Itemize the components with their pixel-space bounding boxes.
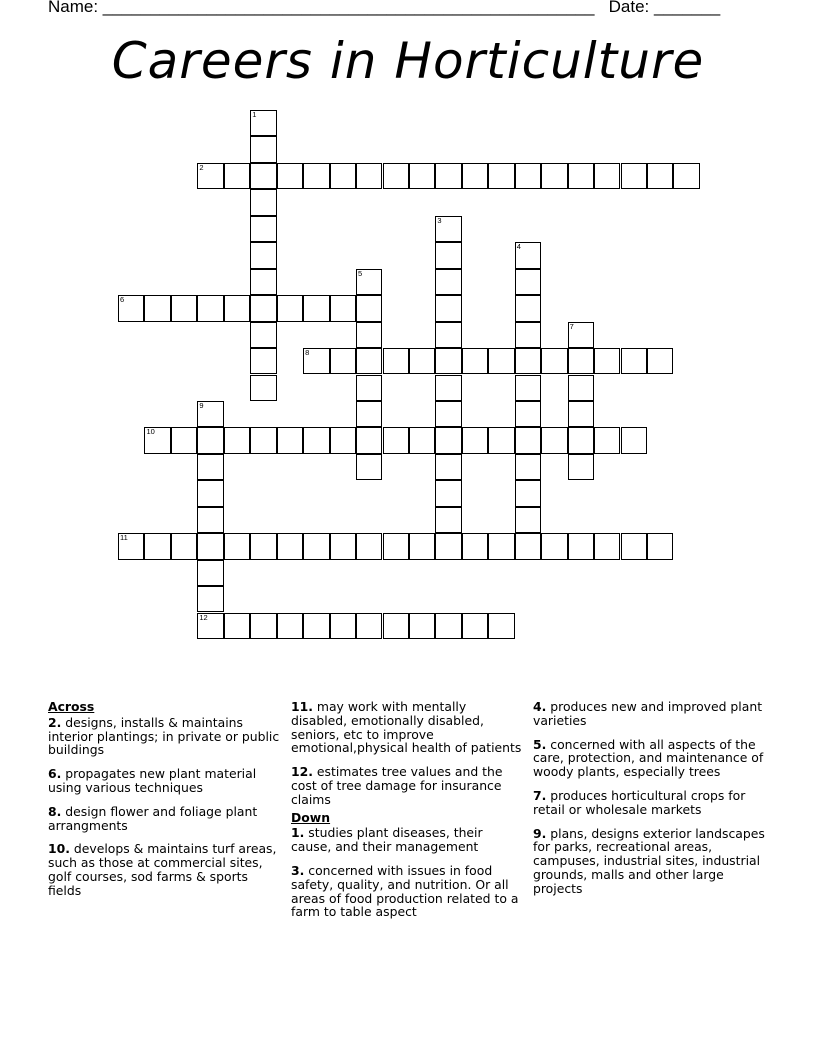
grid-cell[interactable] bbox=[462, 613, 488, 639]
clue-text: may work with mentally disabled, emotionally disabled, seniors, etc to improve emotional,physical health of patients bbox=[291, 699, 522, 756]
clue-text: propagates new plant material using various techniques bbox=[48, 766, 257, 795]
clue-number-label: 9. bbox=[533, 825, 547, 841]
clue-text: concerned with all aspects of the care, protection, and maintenance of woody plants, especially trees bbox=[533, 736, 764, 780]
grid-cell[interactable] bbox=[144, 427, 170, 453]
grid-cell[interactable] bbox=[250, 295, 276, 321]
clue-item bbox=[48, 767, 284, 795]
grid-cell[interactable] bbox=[541, 533, 567, 559]
clue-number-label: 12. bbox=[291, 764, 313, 780]
clue-number-label: 11. bbox=[291, 699, 313, 714]
clue-text: estimates tree values and the cost of tree damage for insurance claims bbox=[291, 764, 503, 807]
clue-number-label: 1. bbox=[291, 825, 305, 841]
clue-number: 4 bbox=[516, 242, 521, 252]
grid-cell[interactable] bbox=[515, 533, 541, 559]
grid-cell[interactable] bbox=[621, 533, 647, 559]
clue-item bbox=[291, 765, 523, 806]
grid-cell[interactable] bbox=[541, 163, 567, 189]
grid-cell[interactable] bbox=[515, 163, 541, 189]
grid-cell[interactable] bbox=[356, 613, 382, 639]
grid-cell[interactable] bbox=[435, 480, 461, 506]
grid-cell[interactable] bbox=[118, 533, 144, 559]
clue-number-label: 7. bbox=[533, 787, 547, 803]
grid-cell[interactable] bbox=[250, 189, 276, 215]
grid-cell[interactable] bbox=[356, 427, 382, 453]
clue-item bbox=[48, 842, 284, 897]
grid-cell[interactable] bbox=[647, 348, 673, 374]
grid-cell[interactable] bbox=[224, 163, 250, 189]
grid-cell[interactable] bbox=[673, 163, 699, 189]
grid-cell[interactable] bbox=[515, 401, 541, 427]
grid-cell[interactable] bbox=[621, 163, 647, 189]
grid-cell[interactable] bbox=[488, 613, 514, 639]
clue-number-label: 3. bbox=[291, 862, 305, 878]
grid-cell[interactable] bbox=[383, 613, 409, 639]
grid-cell[interactable] bbox=[568, 163, 594, 189]
grid-cell[interactable] bbox=[250, 163, 276, 189]
clue-number: 11 bbox=[120, 533, 128, 543]
grid-cell[interactable] bbox=[515, 269, 541, 295]
grid-cell[interactable] bbox=[330, 295, 356, 321]
clue-item bbox=[533, 700, 769, 728]
grid-cell[interactable] bbox=[224, 613, 250, 639]
grid-cell[interactable] bbox=[568, 375, 594, 401]
grid-cell[interactable] bbox=[568, 401, 594, 427]
grid-cell[interactable] bbox=[303, 427, 329, 453]
grid-cell[interactable] bbox=[356, 401, 382, 427]
grid-cell[interactable] bbox=[435, 163, 461, 189]
grid-cell[interactable] bbox=[435, 216, 461, 242]
grid-cell[interactable] bbox=[594, 163, 620, 189]
grid-cell[interactable] bbox=[435, 375, 461, 401]
clue-number-label: 8. bbox=[48, 803, 62, 819]
grid-cell[interactable] bbox=[171, 427, 197, 453]
clue-text: produces new and improved plant varieties bbox=[533, 699, 763, 728]
grid-cell[interactable] bbox=[197, 507, 223, 533]
grid-cell[interactable] bbox=[409, 427, 435, 453]
grid-cell[interactable] bbox=[250, 216, 276, 242]
grid-cell[interactable] bbox=[250, 375, 276, 401]
date-label: Date: _______ bbox=[608, 0, 721, 16]
grid-cell[interactable] bbox=[330, 613, 356, 639]
grid-cell[interactable] bbox=[330, 533, 356, 559]
grid-cell[interactable] bbox=[383, 533, 409, 559]
grid-cell[interactable] bbox=[541, 427, 567, 453]
grid-cell[interactable] bbox=[144, 295, 170, 321]
grid-cell[interactable] bbox=[435, 401, 461, 427]
clue-list-3 bbox=[533, 700, 769, 896]
grid-cell[interactable] bbox=[197, 401, 223, 427]
grid-cell[interactable] bbox=[250, 110, 276, 136]
grid-cell[interactable] bbox=[197, 295, 223, 321]
grid-cell[interactable] bbox=[435, 613, 461, 639]
grid-cell[interactable] bbox=[303, 613, 329, 639]
clue-item bbox=[48, 716, 284, 757]
grid-cell[interactable] bbox=[224, 295, 250, 321]
clue-text: studies plant diseases, their cause, and their management bbox=[291, 825, 483, 855]
clue-text: design flower and foliage plant arrangments bbox=[48, 803, 258, 833]
clue-number: 12 bbox=[199, 612, 208, 622]
grid-cell[interactable] bbox=[197, 427, 223, 453]
grid-cell[interactable] bbox=[568, 533, 594, 559]
grid-cell[interactable] bbox=[356, 454, 382, 480]
grid-cell[interactable] bbox=[303, 348, 329, 374]
grid-cell[interactable] bbox=[197, 163, 223, 189]
clue-number: 6 bbox=[120, 295, 125, 305]
clue-item bbox=[291, 864, 523, 919]
grid-cell[interactable] bbox=[277, 295, 303, 321]
grid-cell[interactable] bbox=[171, 295, 197, 321]
grid-cell[interactable] bbox=[197, 586, 223, 612]
clue-text: designs, installs & maintains interior plantings; in private or public buildings bbox=[48, 714, 280, 758]
grid-cell[interactable] bbox=[515, 242, 541, 268]
clue-text: plans, designs exterior landscapes for parks, recreational areas, campuses, industrial sites, industrial grounds, malls and other large projects bbox=[533, 825, 765, 896]
clue-number: 5 bbox=[358, 268, 363, 278]
grid-cell[interactable] bbox=[409, 348, 435, 374]
grid-cell[interactable] bbox=[383, 427, 409, 453]
clue-item bbox=[533, 738, 769, 779]
clue-list-2b bbox=[291, 826, 523, 919]
grid-cell[interactable] bbox=[277, 613, 303, 639]
grid-cell[interactable] bbox=[197, 560, 223, 586]
grid-cell[interactable] bbox=[462, 533, 488, 559]
grid-cell[interactable] bbox=[197, 480, 223, 506]
grid-cell[interactable] bbox=[435, 348, 461, 374]
clue-number-label: 4. bbox=[533, 699, 547, 714]
grid-cell[interactable] bbox=[197, 454, 223, 480]
grid-cell[interactable] bbox=[383, 348, 409, 374]
grid-cell[interactable] bbox=[515, 427, 541, 453]
grid-cell[interactable] bbox=[224, 533, 250, 559]
grid-cell[interactable] bbox=[356, 375, 382, 401]
grid-cell[interactable] bbox=[568, 454, 594, 480]
grid-cell[interactable] bbox=[277, 533, 303, 559]
grid-cell[interactable] bbox=[435, 507, 461, 533]
grid-cell[interactable] bbox=[435, 427, 461, 453]
clue-text: develops & maintains turf areas, such as those at commercial sites, golf courses, sod farms & sports fields bbox=[48, 841, 277, 898]
grid-cell[interactable] bbox=[515, 454, 541, 480]
clue-item bbox=[291, 826, 523, 854]
grid-cell[interactable] bbox=[409, 163, 435, 189]
grid-cell[interactable] bbox=[277, 163, 303, 189]
grid-cell[interactable] bbox=[435, 295, 461, 321]
grid-cell[interactable] bbox=[594, 348, 620, 374]
grid-cell[interactable] bbox=[303, 533, 329, 559]
grid-cell[interactable] bbox=[118, 295, 144, 321]
clue-list-2a bbox=[291, 700, 523, 807]
grid-cell[interactable] bbox=[462, 163, 488, 189]
clue-number-label: 2. bbox=[48, 714, 62, 730]
clue-number: 8 bbox=[305, 348, 310, 358]
clue-text: produces horticultural crops for retail or wholesale markets bbox=[533, 787, 746, 817]
clue-number: 2 bbox=[199, 162, 204, 172]
grid-cell[interactable] bbox=[647, 163, 673, 189]
down-heading: Down bbox=[291, 809, 331, 825]
grid-cell[interactable] bbox=[356, 295, 382, 321]
clue-text: concerned with issues in food safety, quality, and nutrition. Or all areas of food production related to a farm to table aspect bbox=[291, 862, 519, 920]
grid-cell[interactable] bbox=[303, 295, 329, 321]
grid-cell[interactable] bbox=[435, 533, 461, 559]
grid-cell[interactable] bbox=[435, 454, 461, 480]
grid-cell[interactable] bbox=[171, 533, 197, 559]
grid-cell[interactable] bbox=[250, 322, 276, 348]
grid-cell[interactable] bbox=[621, 427, 647, 453]
clue-item bbox=[533, 827, 769, 896]
grid-cell[interactable] bbox=[224, 427, 250, 453]
grid-cell[interactable] bbox=[250, 613, 276, 639]
grid-cell[interactable] bbox=[515, 507, 541, 533]
grid-cell[interactable] bbox=[250, 242, 276, 268]
page-title: Careers in Horticulture bbox=[111, 32, 705, 90]
grid-cell[interactable] bbox=[515, 348, 541, 374]
clues-column-2 bbox=[291, 700, 523, 929]
grid-cell[interactable] bbox=[435, 269, 461, 295]
clue-number: 1 bbox=[252, 110, 257, 119]
grid-cell[interactable] bbox=[250, 427, 276, 453]
grid-cell[interactable] bbox=[462, 427, 488, 453]
clue-number: 10 bbox=[146, 427, 155, 437]
grid-cell[interactable] bbox=[488, 427, 514, 453]
clue-item bbox=[291, 700, 523, 755]
grid-cell[interactable] bbox=[303, 163, 329, 189]
grid-cell[interactable] bbox=[330, 348, 356, 374]
grid-cell[interactable] bbox=[144, 533, 170, 559]
grid-cell[interactable] bbox=[356, 269, 382, 295]
grid-cell[interactable] bbox=[250, 269, 276, 295]
grid-cell[interactable] bbox=[594, 427, 620, 453]
grid-cell[interactable] bbox=[462, 348, 488, 374]
clues-column-3 bbox=[533, 700, 769, 906]
grid-cell[interactable] bbox=[568, 322, 594, 348]
grid-cell[interactable] bbox=[568, 348, 594, 374]
grid-cell[interactable] bbox=[356, 533, 382, 559]
grid-cell[interactable] bbox=[515, 480, 541, 506]
clue-number-label: 6. bbox=[48, 766, 62, 782]
grid-cell[interactable] bbox=[647, 533, 673, 559]
clue-item bbox=[48, 805, 284, 833]
grid-cell[interactable] bbox=[621, 348, 647, 374]
grid-cell[interactable] bbox=[515, 375, 541, 401]
grid-cell[interactable] bbox=[383, 163, 409, 189]
grid-cell[interactable] bbox=[568, 427, 594, 453]
grid-cell[interactable] bbox=[515, 295, 541, 321]
grid-cell[interactable] bbox=[488, 348, 514, 374]
grid-cell[interactable] bbox=[250, 533, 276, 559]
grid-cell[interactable] bbox=[356, 348, 382, 374]
grid-cell[interactable] bbox=[488, 533, 514, 559]
grid-cell[interactable] bbox=[250, 348, 276, 374]
clue-number: 3 bbox=[437, 215, 442, 225]
grid-cell[interactable] bbox=[356, 322, 382, 348]
grid-cell[interactable] bbox=[330, 163, 356, 189]
clue-list-1 bbox=[48, 716, 284, 898]
clue-number: 7 bbox=[569, 321, 574, 331]
grid-cell[interactable] bbox=[594, 533, 620, 559]
grid-cell[interactable] bbox=[197, 533, 223, 559]
clue-item bbox=[533, 789, 769, 817]
grid-cell[interactable] bbox=[409, 613, 435, 639]
grid-cell[interactable] bbox=[515, 322, 541, 348]
clue-number-label: 5. bbox=[533, 736, 547, 752]
grid-cell[interactable] bbox=[435, 322, 461, 348]
grid-cell[interactable] bbox=[488, 163, 514, 189]
grid-cell[interactable] bbox=[435, 242, 461, 268]
grid-cell[interactable] bbox=[330, 427, 356, 453]
grid-cell[interactable] bbox=[277, 427, 303, 453]
grid-cell[interactable] bbox=[409, 533, 435, 559]
grid-cell[interactable] bbox=[541, 348, 567, 374]
grid-cell[interactable] bbox=[250, 136, 276, 162]
name-label: Name: ____________________________________________________ bbox=[48, 0, 595, 16]
grid-cell[interactable] bbox=[356, 163, 382, 189]
across-heading: Across bbox=[48, 699, 95, 714]
clues-column-1 bbox=[48, 700, 284, 908]
grid-cell[interactable] bbox=[197, 613, 223, 639]
clue-number: 9 bbox=[199, 400, 204, 410]
clue-number-label: 10. bbox=[48, 841, 70, 857]
